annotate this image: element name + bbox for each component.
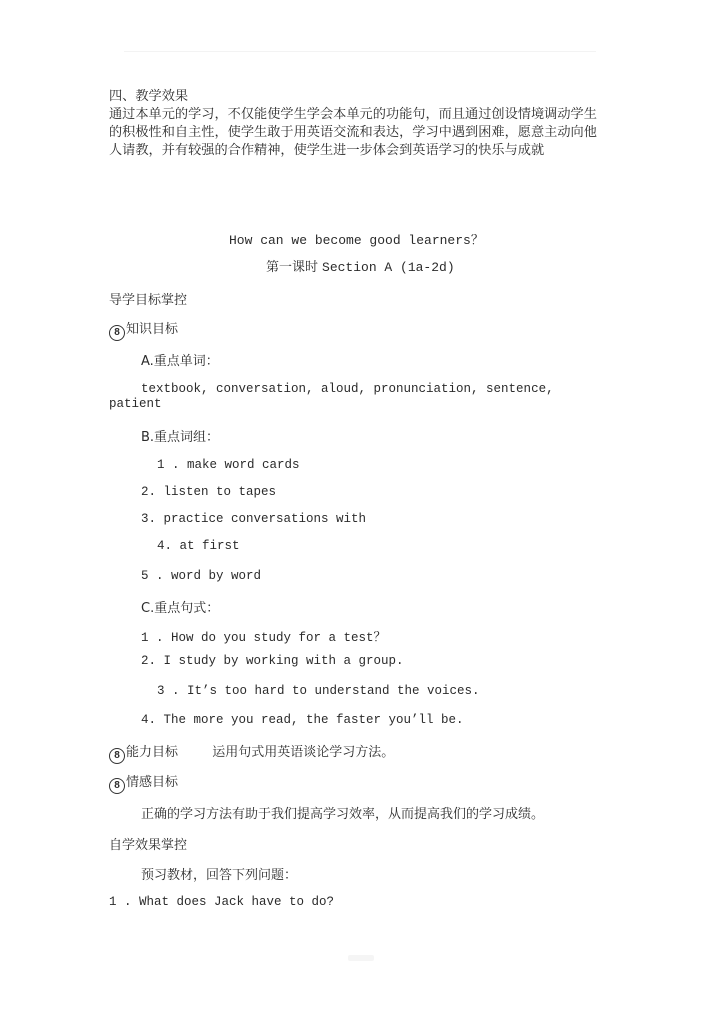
emotion-goal-heading	[109, 771, 178, 794]
knowledge-goal-label: 知识目标	[126, 322, 179, 337]
sentence-item: 3 . It’s too hard to understand the voices.	[157, 684, 480, 698]
self-study-instruction: 预习教材，回答下列问题：	[141, 868, 298, 883]
key-words-label	[141, 350, 219, 370]
ability-goal-label: 能力目标	[126, 745, 179, 760]
lesson-subtitle-cn: 第一课时	[266, 260, 319, 275]
circled-number-icon: 8	[109, 748, 125, 764]
lesson-title: How can we become good learners？	[229, 233, 484, 248]
key-words-label-text: A.重点单词：	[141, 354, 219, 369]
knowledge-goal-heading	[109, 318, 178, 341]
key-phrases-label: B.重点词组：	[141, 430, 220, 445]
self-study-heading: 自学效果掌控	[109, 838, 188, 853]
emotion-goal-text: 正确的学习方法有助于我们提高学习效率，从而提高我们的学习成绩。	[141, 807, 545, 822]
teaching-effect-section	[109, 88, 629, 160]
question-item: 1 . What does Jack have to do?	[109, 895, 335, 909]
sentence-item: 4. The more you read, the faster you’ll be.	[141, 713, 464, 727]
paragraph-line: 人请教，并有较强的合作精神，使学生进一步体会到英语学习的快乐与成就	[109, 143, 545, 158]
phrase-item: 1 . make word cards	[157, 458, 300, 472]
ability-goal	[109, 741, 394, 764]
key-words-line: patient	[109, 397, 162, 411]
section-heading: 四、教学效果	[109, 89, 189, 104]
page-header-rule	[124, 51, 596, 52]
lesson-subtitle-en: Section A (1a-2d)	[322, 260, 455, 275]
paragraph-line: 的积极性和自主性，使学生敢于用英语交流和表达，学习中遇到困难，愿意主动向他	[109, 125, 597, 140]
phrase-item: 3. practice conversations with	[141, 512, 367, 526]
paragraph-line: 通过本单元的学习，不仅能使学生学会本单元的功能句，而且通过创设情境调动学生	[109, 107, 597, 122]
footer-watermark	[348, 955, 374, 961]
circled-number-icon: 8	[109, 325, 125, 341]
key-sentences-label: C.重点句式：	[141, 601, 220, 616]
lesson-subtitle	[266, 256, 455, 276]
phrase-item: 4. at first	[157, 539, 240, 553]
sentence-item: 2. I study by working with a group.	[141, 654, 404, 668]
phrase-item: 5 . word by word	[141, 569, 262, 583]
ability-goal-text: 运用句式用英语谈论学习方法。	[212, 745, 395, 760]
sentence-item: 1 . How do you study for a test？	[141, 631, 387, 645]
emotion-goal-label: 情感目标	[126, 775, 179, 790]
guide-heading: 导学目标掌控	[109, 293, 188, 308]
circled-number-icon: 8	[109, 778, 125, 794]
key-words-line: textbook, conversation, aloud, pronunciation, sentence,	[141, 382, 554, 396]
phrase-item: 2. listen to tapes	[141, 485, 277, 499]
